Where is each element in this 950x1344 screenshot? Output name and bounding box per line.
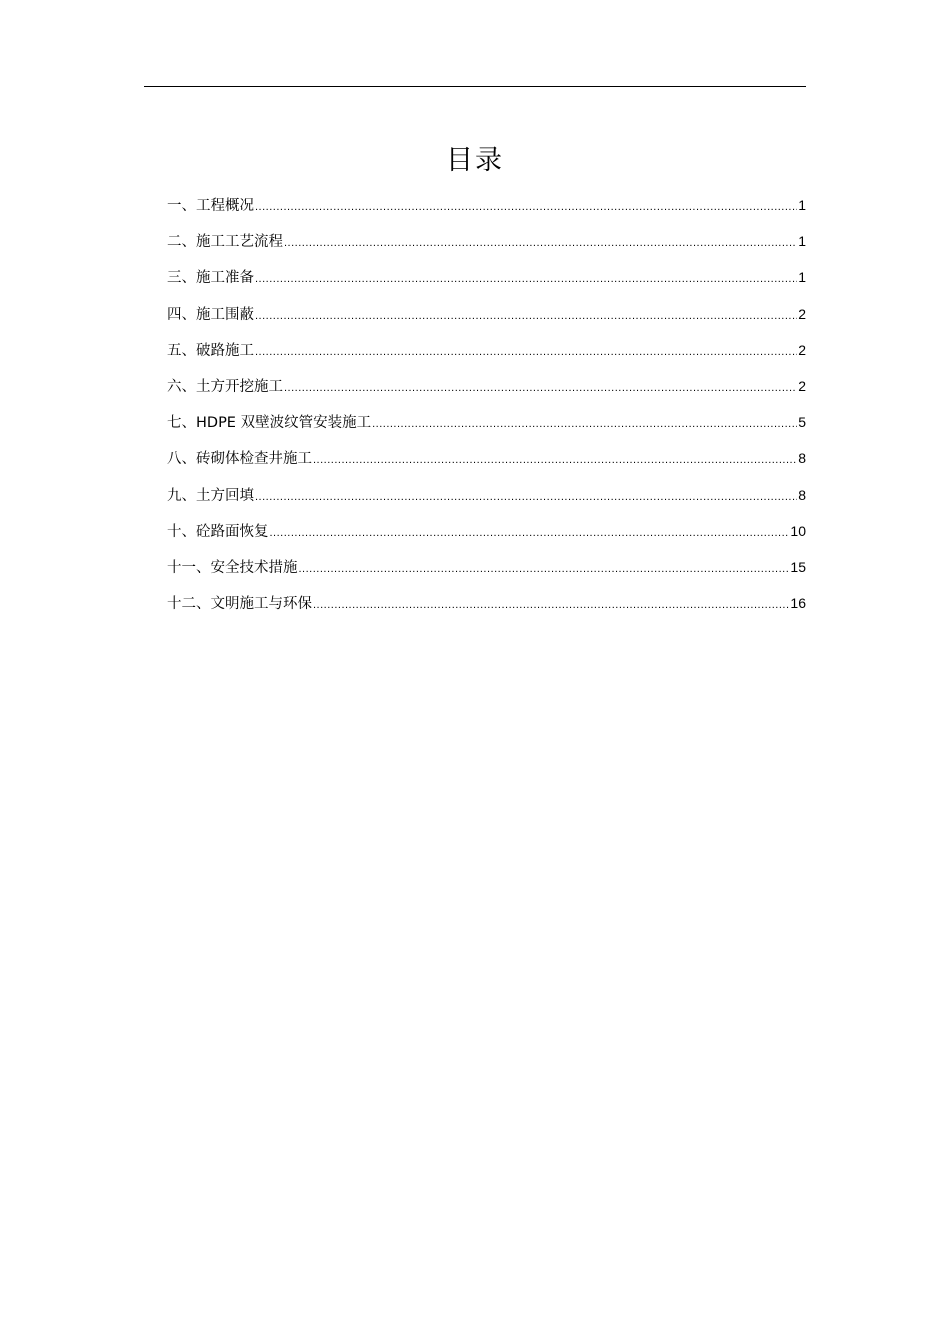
toc-entry-page: 5 bbox=[798, 414, 806, 431]
toc-entry-page: 10 bbox=[790, 522, 806, 539]
toc-entry-page: 16 bbox=[790, 595, 806, 612]
toc-entry-page: 8 bbox=[798, 450, 806, 467]
toc-entry-label: 三、施工准备 bbox=[167, 270, 254, 287]
toc-entry-label: 七、HDPE 双壁波纹管安装施工 bbox=[167, 415, 372, 432]
header-rule bbox=[144, 86, 806, 87]
table-of-contents bbox=[167, 193, 806, 627]
toc-entry-page: 15 bbox=[790, 558, 806, 575]
toc-dot-leader bbox=[255, 485, 797, 509]
toc-dot-leader bbox=[255, 195, 797, 219]
toc-dot-leader bbox=[255, 267, 797, 291]
page-title: 目录 bbox=[446, 145, 504, 176]
toc-entry[interactable] bbox=[167, 374, 806, 410]
toc-entry[interactable] bbox=[167, 446, 806, 482]
toc-entry-page: 1 bbox=[798, 269, 806, 286]
toc-entry-label: 一、工程概况 bbox=[167, 198, 254, 214]
toc-entry-page: 8 bbox=[798, 486, 806, 503]
toc-dot-leader bbox=[255, 304, 797, 328]
toc-entry[interactable] bbox=[167, 519, 806, 555]
toc-entry[interactable] bbox=[167, 338, 806, 374]
toc-entry-label: 十、砼路面恢复 bbox=[167, 523, 269, 540]
toc-entry-label: 八、砖砌体检查井施工 bbox=[167, 451, 312, 468]
toc-dot-leader bbox=[255, 340, 797, 364]
toc-entry[interactable] bbox=[167, 193, 806, 229]
toc-dot-leader bbox=[313, 593, 789, 617]
toc-dot-leader bbox=[299, 557, 790, 581]
toc-entry[interactable] bbox=[167, 483, 806, 519]
toc-entry-label: 五、破路施工 bbox=[167, 342, 254, 359]
toc-dot-leader bbox=[372, 412, 797, 436]
toc-entry-label: 四、施工围蔽 bbox=[167, 306, 254, 323]
toc-entry[interactable] bbox=[167, 302, 806, 338]
toc-entry-label: 九、土方回填 bbox=[167, 487, 254, 504]
toc-dot-leader bbox=[284, 376, 797, 400]
toc-entry-label: 十二、文明施工与环保 bbox=[167, 596, 312, 613]
toc-entry-label: 六、土方开挖施工 bbox=[167, 378, 283, 395]
toc-entry-page: 2 bbox=[798, 341, 806, 358]
toc-entry[interactable] bbox=[167, 410, 806, 446]
toc-entry[interactable] bbox=[167, 229, 806, 265]
toc-dot-leader bbox=[284, 231, 797, 255]
toc-dot-leader bbox=[270, 521, 790, 545]
toc-entry[interactable] bbox=[167, 265, 806, 301]
toc-entry-page: 2 bbox=[798, 305, 806, 322]
toc-entry[interactable] bbox=[167, 591, 806, 627]
toc-entry-page: 1 bbox=[798, 197, 806, 213]
toc-dot-leader bbox=[313, 448, 797, 472]
toc-entry-label: 十一、安全技术措施 bbox=[167, 559, 298, 576]
toc-entry-page: 1 bbox=[798, 233, 806, 250]
toc-entry-label: 二、施工工艺流程 bbox=[167, 234, 283, 251]
toc-entry-page: 2 bbox=[798, 377, 806, 394]
toc-entry[interactable] bbox=[167, 555, 806, 591]
